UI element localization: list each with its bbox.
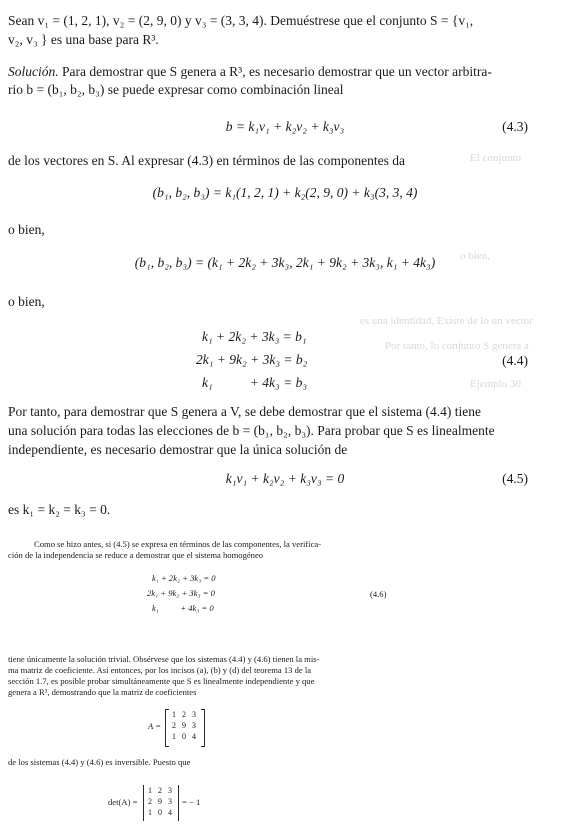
matrix-cell: 4: [192, 732, 196, 741]
bleed-through-text: El conjunto: [470, 152, 522, 164]
determinant-cell: 0: [158, 808, 162, 817]
bleed-through-text: Por tanto, lo conjunto S genera a: [385, 340, 529, 352]
system-4-6-row: 2k₁ + 9k₂ + 3k₃ = 0: [147, 588, 215, 598]
matrix-cell: 2: [172, 721, 176, 730]
matrix-cell: 0: [182, 732, 186, 741]
coefficient-matrix: [170, 710, 198, 742]
equation-4-3: b = k₁v₁ + k₂v₂ + k₃v₃: [225, 119, 345, 134]
determinant-cell: 9: [158, 797, 162, 806]
system-4-6-row: k₁ + 2k₂ + 3k₃ = 0: [152, 573, 216, 583]
matrix-cell: 3: [192, 710, 196, 719]
matrix-cell: 1: [172, 710, 176, 719]
problem-line: Sean v₁ = (1, 2, 1), v₂ = (2, 9, 0) y v₃ = (3, 3, 4). Demuéstrese que el conjunto S = {v₁,: [8, 13, 474, 28]
determinant-label: det(A) =: [108, 797, 138, 807]
problem-line: v₂, v₃ } es una base para R³.: [8, 32, 159, 47]
matrix-label: A =: [148, 721, 162, 731]
small-paragraph-line: ma matriz de coeficiente. Así entonces, por los incisos (a), (b) y (d) del teorema 13 de la: [8, 665, 312, 675]
determinant-bar-right: [178, 785, 179, 821]
equation-components: (b₁, b₂, b₃) = k₁(1, 2, 1) + k₂(2, 9, 0) + k₃(3, 3, 4): [152, 185, 418, 200]
determinant-cell: 2: [148, 797, 152, 806]
system-4-4-row: k₁ + 4k₃ = b₃: [202, 375, 308, 390]
bleed-through-text: es una identidad, Existe de lo un vector: [360, 315, 533, 327]
es-line: es k₁ = k₂ = k₃ = 0.: [8, 502, 111, 517]
equation-expanded: (b₁, b₂, b₃) = (k₁ + 2k₂ + 3k₃, 2k₁ + 9k₂ + 3k₃, k₁ + 4k₃): [134, 255, 436, 270]
determinant-bar-left: [143, 785, 144, 821]
solution-line: de los vectores en S. Al expresar (4.3) en términos de las componentes da: [8, 153, 406, 168]
matrix-cell: 2: [182, 710, 186, 719]
system-4-6-row: k₁ + 4k₃ = 0: [152, 603, 214, 613]
system-4-4-row: 2k₁ + 9k₂ + 3k₃ = b₂: [196, 352, 308, 367]
paragraph-line: una solución para todas las elecciones de b = (b₁, b₂, b₃). Para probar que S es linealmente: [8, 423, 495, 438]
matrix-cell: 3: [192, 721, 196, 730]
equation-number: (4.4): [502, 353, 528, 368]
determinant-cell: 1: [148, 808, 152, 817]
determinant-cell: 4: [168, 808, 172, 817]
determinant-cell: 3: [168, 786, 172, 795]
solution-line: [8, 65, 492, 79]
system-4-4-row: k₁ + 2k₂ + 3k₃ = b₁: [202, 329, 307, 344]
small-paragraph-line: tiene únicamente la solución trivial. Obsérvese que los sistemas (4.4) y (4.6) tienen la mis-: [8, 654, 320, 664]
determinant-cell: 3: [168, 797, 172, 806]
bleed-through-text: o bien,: [460, 250, 490, 262]
equation-number: (4.6): [370, 589, 387, 599]
solution-text: Para demostrar que S genera a R³, es necesario demostrar que un vector arbitra-: [58, 64, 492, 79]
paragraph-line: independiente, es necesario demostrar que la única solución de: [8, 442, 348, 457]
determinant-result: = − 1: [182, 797, 201, 807]
obien-label: o bien,: [8, 294, 45, 309]
matrix-cell: 1: [172, 732, 176, 741]
matrix-bracket-right: [201, 709, 205, 747]
matrix-cell: 9: [182, 721, 186, 730]
small-paragraph-line: ción de la independencia se reduce a demostrar que el sistema homogéneo: [8, 550, 264, 560]
small-paragraph-line: sección 1.7, es posible probar simultáneamente que S es linealmente independiente y que: [8, 676, 315, 686]
equation-number: (4.5): [502, 471, 528, 486]
matrix-bracket-left: [165, 709, 169, 747]
small-paragraph-line: genera a R³, demostrando que la matriz de coeficientes: [8, 687, 197, 697]
equation-4-5: k₁v₁ + k₂v₂ + k₃v₃ = 0: [225, 471, 345, 486]
determinant-cell: 1: [148, 786, 152, 795]
equation-number: (4.3): [502, 119, 528, 134]
determinant-matrix: [146, 786, 174, 818]
obien-label: o bien,: [8, 222, 45, 237]
small-paragraph-line: de los sistemas (4.4) y (4.6) es inversible. Puesto que: [8, 757, 191, 767]
solution-line: rio b = (b₁, b₂, b₃) se puede expresar como combinación lineal: [8, 82, 344, 97]
paragraph-line: Por tanto, para demostrar que S genera a V, se debe demostrar que el sistema (4.4) tiene: [8, 404, 481, 419]
bleed-through-text: Ejemplo 30: [470, 378, 522, 390]
small-paragraph-line: Como se hizo antes, si (4.5) se expresa en términos de las componentes, la verifica-: [34, 539, 322, 549]
solution-label: Solución.: [8, 64, 59, 79]
determinant-cell: 2: [158, 786, 162, 795]
